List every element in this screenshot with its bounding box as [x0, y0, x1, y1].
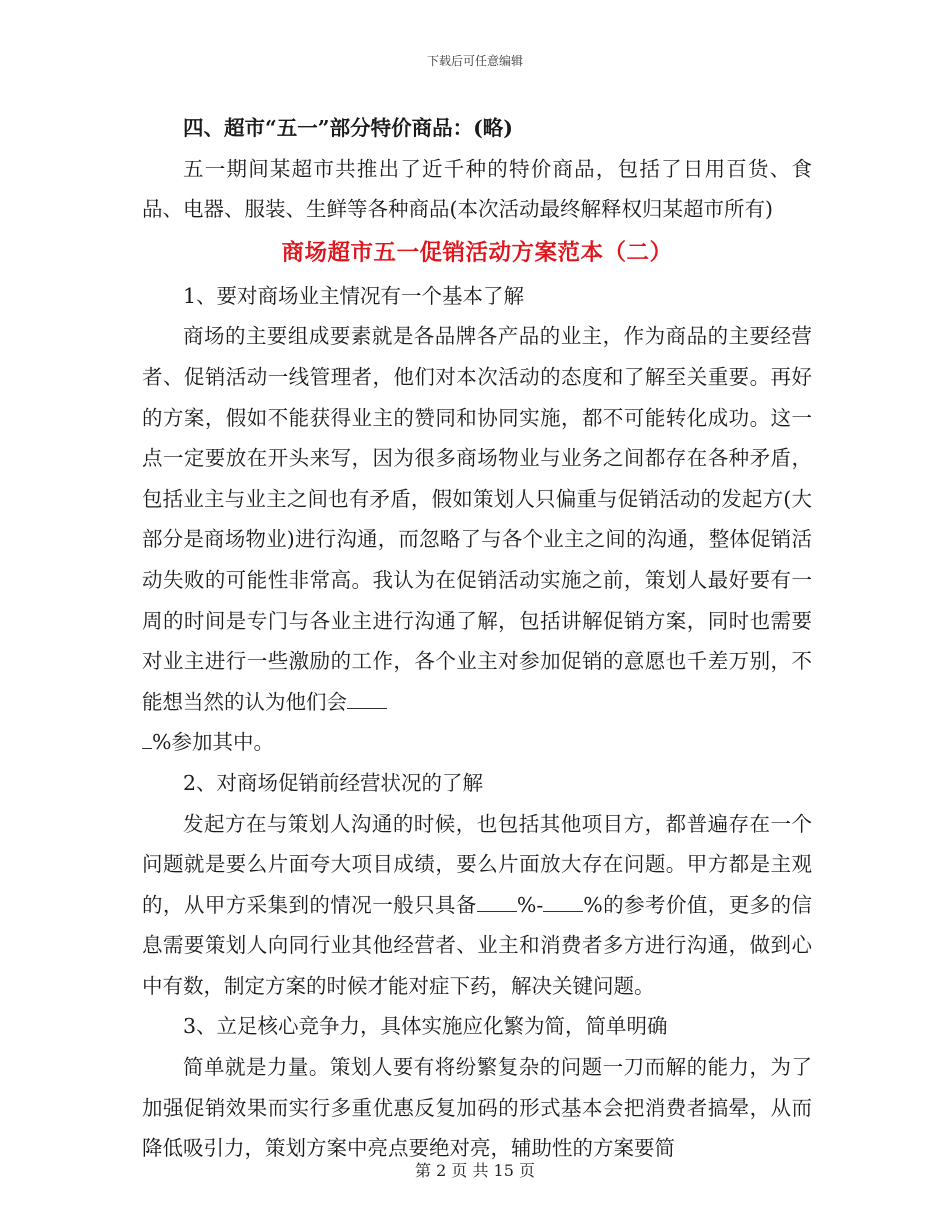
document-title: 商场超市五一促销活动方案范本（二） — [281, 239, 673, 266]
item-1-heading: 1、要对商场业主情况有一个基本了解 — [183, 283, 525, 308]
section-4-body: 五一期间某超市共推出了近千种的特价商品，包括了日用百货、食品、电器、服装、生鲜等各种商品(本次活动最终解释权归某超市所有) — [142, 156, 812, 222]
item-1-text: 商场的主要组成要素就是各品牌各产品的业主，作为商品的主要经营者、促销活动一线管理者，他们对本次活动的态度和了解至关重要。再好的方案，假如不能获得业主的赞同和协同实施，都不可能转化成功。这一点一定要放在开头来写，因为很多商场物业与业务之间都存在各种矛盾，包括业主与业主之间也有矛盾，假如策划人只偏重与促销活动的发起方(大部分是商场物业)进行沟通，而忽略了与各个业主之间的沟通，整体促销活动失败的可能性非常高。我认为在促销活动实施之前，策划人最好要有一周的时间是专门与各业主进行沟通了解，包括讲解促销方案，同时也需要对业主进行一些激励的工作，各个业主对参加促销的意愿也千差万别，不能想当然的认为他们会 — [142, 324, 812, 714]
page-header: 下载后可任意编辑 — [426, 54, 523, 68]
item-3-heading: 3、立足核心竞争力，具体实施应化繁为简，简单明确 — [183, 1014, 668, 1039]
fill-blank — [347, 688, 387, 709]
item-3-body: 简单就是力量。策划人要有将纷繁复杂的问题一刀而解的能力，为了加强促销效果而实行多重优惠反复加码的形式基本会把消费者搞晕，从而降低吸引力，策划方案中亮点要绝对亮，辅助性的方案要简 — [142, 1055, 812, 1161]
item-2-text-2: %- — [516, 892, 544, 917]
item-2-text-3: %的参考价值，更多的信息需要策划人向同行业其他经营者、业主和消费者多方进行沟通，做到心中有数，制定方案的时候才能对症下药，解决关键问题。 — [142, 892, 813, 998]
item-1-body — [142, 316, 812, 763]
fill-blank — [477, 891, 517, 912]
document-body — [142, 108, 812, 1169]
page-footer: 第 2 页 共 15 页 — [415, 1161, 535, 1180]
fill-blank — [142, 728, 152, 749]
section-heading-4: 四、超市“五一”部分特价商品：(略) — [183, 116, 513, 140]
item-2-body — [142, 804, 812, 1007]
item-2-heading: 2、对商场促销前经营状况的了解 — [183, 770, 484, 795]
item-2-text-1: 发起方在与策划人沟通的时候，也包括其他项目方，都普遍存在一个问题就是要么片面夸大项目成绩，要么片面放大存在问题。甲方都是主观的，从甲方采集到的情况一般只具备 — [142, 811, 812, 917]
item-1-text-end: %参加其中。 — [152, 730, 274, 755]
fill-blank — [543, 891, 583, 912]
